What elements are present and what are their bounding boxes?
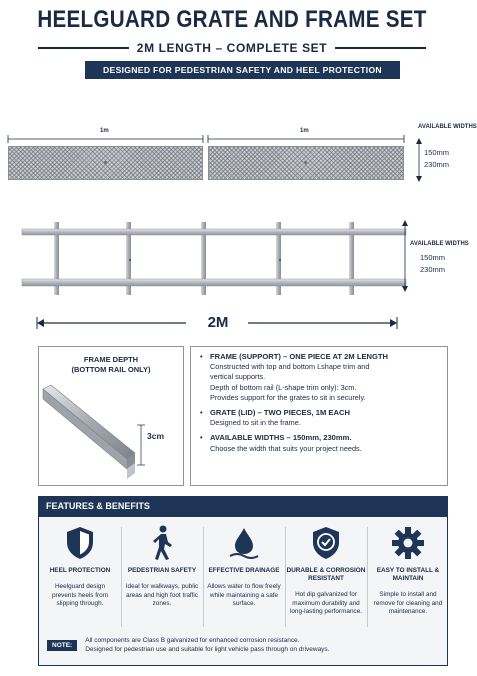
page-title: HEELGUARD GRATE AND FRAME SET — [37, 6, 427, 33]
spec-grate-line: Designed to sit in the frame. — [210, 418, 301, 428]
water-drop-icon — [203, 523, 285, 563]
grate-left — [8, 146, 203, 180]
pedestrian-icon — [121, 523, 203, 563]
feature-durable — [285, 523, 367, 633]
grate-right — [208, 146, 404, 180]
shield-check-icon — [285, 523, 367, 563]
frame-drawing — [18, 220, 410, 300]
shield-icon — [39, 523, 121, 563]
spec-frame-line: Constructed with top and bottom Lshape trim and — [210, 362, 370, 372]
note-row — [47, 637, 441, 661]
feature-heel-protection — [39, 523, 121, 633]
spec-widths-line: Choose the width that suits your project needs. — [210, 443, 362, 453]
spec-list — [200, 352, 455, 459]
grate-right-length: 1m — [300, 128, 309, 134]
depth-label: 3cm — [147, 431, 165, 441]
spec-widths-heading: • AVAILABLE WIDTHS – 150mm, 230mm. — [210, 433, 352, 443]
note-text — [85, 637, 329, 654]
banner: DESIGNED FOR PEDESTRIAN SAFETY AND HEEL PROTECTION — [85, 61, 400, 79]
frame-width-arrow — [398, 218, 412, 294]
feature-effective-drainage — [203, 523, 285, 633]
note-badge: NOTE: — [47, 640, 77, 651]
grate-width-230: 230mm — [424, 160, 450, 169]
feature-desc: Allows water to flow freely while maintaining a safe surface. — [207, 583, 281, 607]
spec-frame-line: Depth of bottom rail (L-shape trim only): 3cm. — [210, 382, 357, 392]
feature-easy-install — [367, 523, 449, 633]
feature-desc: Ideal for walkways, public areas and high foot traffic zones. — [125, 583, 199, 607]
feature-desc: Simple to install and remove for cleaning and maintenance. — [373, 591, 443, 615]
feature-desc: Hot dip galvanized for maximum durability and long-lasting performance. — [289, 591, 363, 615]
frame-depth-title: FRAME DEPTH — [83, 355, 139, 364]
subtitle-rule-left — [38, 47, 129, 49]
grate-dimension-lines — [0, 124, 477, 145]
subtitle-row — [38, 40, 426, 56]
frame-depth-panel — [38, 346, 184, 486]
feature-name: HEEL PROTECTION — [49, 567, 111, 574]
grate-left-length: 1m — [100, 128, 109, 134]
spec-frame-line: vertical supports. — [210, 372, 266, 382]
features-panel — [38, 516, 448, 666]
grate-left-fastener — [104, 161, 107, 164]
spec-frame — [200, 352, 455, 403]
spec-grate-heading: • GRATE (LID) – TWO PIECES, 1M EACH — [210, 408, 350, 418]
subtitle-rule-right — [335, 47, 426, 49]
feature-name: EASY TO INSTALL & MAINTAIN — [376, 567, 440, 582]
feature-pedestrian-safety — [121, 523, 203, 633]
frame-width-150: 150mm — [420, 253, 446, 262]
note-line: All components are Class B galvanized for enhanced corrosion resistance. — [85, 637, 300, 644]
grate-width-150: 150mm — [424, 148, 450, 157]
feature-desc: Heelguard design prevents heels from slipping through. — [51, 583, 109, 607]
spec-frame-heading: • FRAME (SUPPORT) – ONE PIECE AT 2M LENGTH — [210, 352, 389, 361]
grate-widths-label: AVAILABLE WIDTHS — [418, 124, 477, 130]
feature-name: PEDESTRIAN SAFETY — [127, 567, 197, 574]
feature-name: EFFECTIVE DRAINAGE — [208, 567, 280, 574]
spec-frame-line: Provides support for the grates to sit in securely. — [210, 392, 366, 402]
spec-grate — [200, 408, 455, 428]
frame-widths-label: AVAILABLE WIDTHS — [410, 241, 469, 247]
subtitle: 2M LENGTH – COMPLETE SET — [136, 41, 328, 55]
features-heading: FEATURES & BENEFITS — [38, 496, 448, 516]
frame-width-230: 230mm — [420, 265, 446, 274]
frame-depth-subtitle: (BOTTOM RAIL ONLY) — [71, 365, 151, 374]
length-label: 2M — [207, 314, 229, 331]
grate-right-fastener — [304, 161, 307, 164]
spec-widths — [200, 433, 455, 453]
feature-name: DURABLE & CORROSION RESISTANT — [286, 567, 366, 582]
note-line: Designed for pedestrian use and suitable for light vehicle pass through on driveways. — [85, 645, 330, 653]
gear-icon — [367, 523, 449, 563]
